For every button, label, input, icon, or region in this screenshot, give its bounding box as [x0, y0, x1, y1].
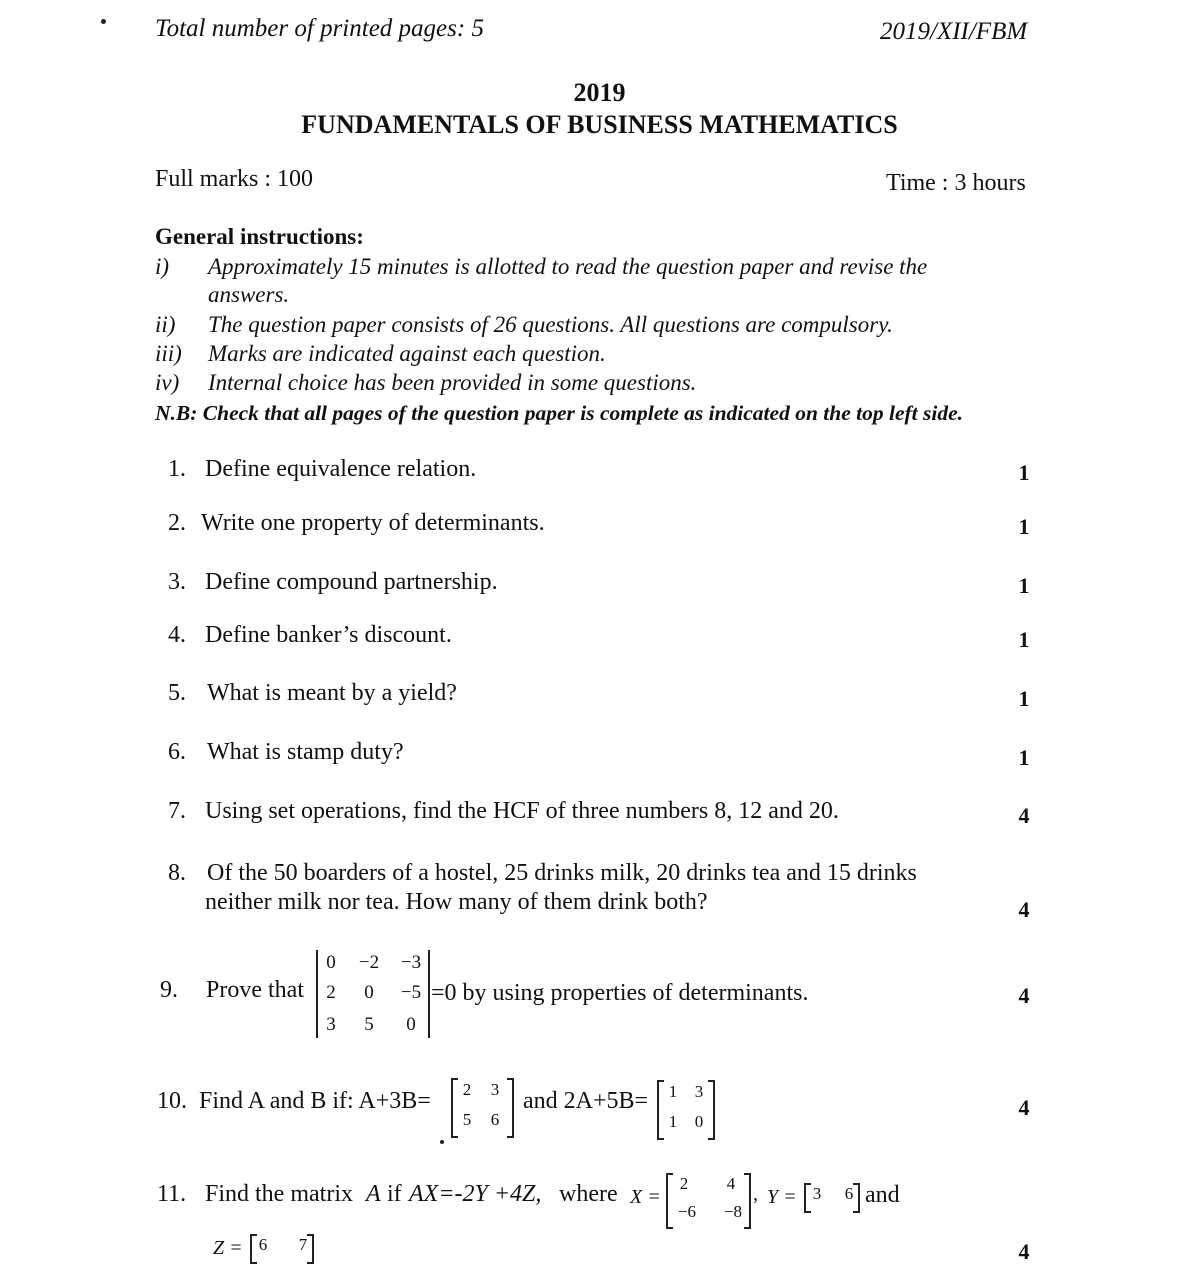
question-number: 10.	[157, 1088, 187, 1114]
question-word-and: and	[865, 1182, 900, 1208]
matrix-cell: 0	[364, 982, 374, 1003]
matrix-cell: 1	[668, 1082, 678, 1101]
question-marks: 4	[1018, 1095, 1030, 1120]
question-number: 4.	[168, 622, 186, 648]
question-number: 8.	[168, 860, 186, 886]
question-prefix: Prove that	[206, 977, 304, 1003]
instruction-text: Marks are indicated against each question.	[208, 341, 606, 366]
matrix-cell: 3	[490, 1080, 500, 1099]
comma: ,	[753, 1183, 758, 1205]
question-marks: 1	[1018, 745, 1030, 770]
question-text: Define compound partnership.	[205, 569, 498, 595]
matrix-cell: −2	[358, 952, 380, 973]
question-marks: 1	[1018, 686, 1030, 711]
matrix-cell: 5	[462, 1110, 472, 1129]
question-middle-text: and 2A+5B=	[523, 1088, 649, 1114]
question-text: What is stamp duty?	[207, 739, 404, 765]
question-marks: 1	[1018, 627, 1030, 652]
matrix-bracket-right	[708, 1080, 715, 1140]
matrix-cell: 0	[694, 1112, 704, 1131]
question-word-if: if	[387, 1181, 402, 1207]
question-number: 1.	[168, 456, 186, 482]
question-number: 11.	[157, 1181, 187, 1207]
matrix-cell: 3	[694, 1082, 704, 1101]
matrix-z-label: Z =	[213, 1237, 243, 1259]
question-text: What is meant by a yield?	[207, 680, 457, 706]
matrix-cell: 1	[668, 1112, 678, 1131]
matrix-cell: 6	[258, 1235, 268, 1254]
matrix-cell: 6	[844, 1184, 854, 1203]
instruction-text: Approximately 15 minutes is allotted to read the question paper and revise the	[208, 254, 928, 279]
matrix-cell: 0	[326, 952, 336, 973]
instructions-heading: General instructions:	[155, 224, 364, 249]
matrix-cell: 3	[326, 1014, 336, 1035]
question-text-continued: neither milk nor tea. How many of them drink both?	[205, 889, 708, 915]
instruction-number: ii)	[155, 312, 176, 337]
question-prefix: Find A and B if: A+3B=	[199, 1088, 431, 1114]
matrix-cell: 2	[462, 1080, 472, 1099]
question-text: Using set operations, find the HCF of three numbers 8, 12 and 20.	[205, 798, 839, 824]
determinant-matrix	[316, 950, 430, 1038]
question-number: 7.	[168, 798, 186, 824]
instruction-text: Internal choice has been provided in some questions.	[208, 370, 697, 395]
stray-dot	[440, 1140, 444, 1144]
question-number: 9.	[160, 977, 178, 1003]
exam-year: 2019	[573, 78, 626, 107]
question-text: Write one property of determinants.	[201, 510, 545, 536]
question-marks: 4	[1018, 1239, 1030, 1264]
matrix-bracket-right	[744, 1173, 751, 1229]
stray-dot	[101, 19, 106, 24]
question-number: 2.	[168, 510, 186, 536]
matrix-cell: 5	[364, 1014, 374, 1035]
matrix-cell: 7	[298, 1235, 308, 1254]
matrix-bracket-right	[307, 1234, 314, 1264]
matrix-y-label: Y =	[767, 1186, 797, 1208]
matrix-bracket-left	[666, 1173, 673, 1229]
question-marks: 1	[1018, 460, 1030, 485]
paper-code-header: 2019/XII/FBM	[880, 18, 1028, 45]
question-text: Define equivalence relation.	[205, 456, 477, 482]
question-number: 6.	[168, 739, 186, 765]
matrix-cell: −8	[723, 1202, 743, 1221]
matrix-name-a: A	[366, 1181, 381, 1207]
matrix-bracket-right	[853, 1183, 860, 1213]
question-word-where: where	[559, 1181, 618, 1207]
full-marks: Full marks : 100	[155, 166, 314, 192]
nb-note: N.B: Check that all pages of the question paper is complete as indicated on the top left side.	[155, 401, 964, 425]
matrix-cell: 6	[490, 1110, 500, 1129]
matrix-x-label: X =	[630, 1186, 661, 1208]
matrix-cell: 4	[726, 1174, 736, 1193]
matrix-cell: 2	[679, 1174, 689, 1193]
matrix-cell: −5	[400, 982, 422, 1003]
matrix-bracket-right	[507, 1078, 514, 1138]
question-text: Of the 50 boarders of a hostel, 25 drinks milk, 20 drinks tea and 15 drinks	[207, 860, 917, 886]
question-marks: 4	[1018, 983, 1030, 1008]
question-number: 5.	[168, 680, 186, 706]
matrix-equation: AX=-2Y +4Z,	[409, 1181, 542, 1207]
matrix-cell: −6	[677, 1202, 697, 1221]
question-marks: 1	[1018, 573, 1030, 598]
question-suffix: =0 by using properties of determinants.	[431, 980, 809, 1006]
pages-count-header: Total number of printed pages: 5	[155, 15, 484, 42]
matrix-cell: 3	[812, 1184, 822, 1203]
instruction-number: i)	[155, 254, 170, 279]
question-marks: 4	[1018, 803, 1030, 828]
instruction-number: iii)	[155, 341, 182, 366]
matrix-cell: 2	[326, 982, 336, 1003]
time-allowed: Time : 3 hours	[886, 170, 1026, 196]
question-number: 3.	[168, 569, 186, 595]
instruction-text: The question paper consists of 26 questions. All questions are compulsory.	[208, 312, 893, 337]
question-marks: 4	[1018, 897, 1030, 922]
question-marks: 1	[1018, 514, 1030, 539]
matrix-cell: −3	[400, 952, 422, 973]
instruction-text-continued: answers.	[208, 282, 290, 307]
matrix-cell: 0	[406, 1014, 416, 1035]
question-prefix: Find the matrix	[205, 1181, 353, 1207]
instruction-number: iv)	[155, 370, 180, 395]
question-text: Define banker’s discount.	[205, 622, 452, 648]
subject-title: FUNDAMENTALS OF BUSINESS MATHEMATICS	[301, 110, 898, 139]
